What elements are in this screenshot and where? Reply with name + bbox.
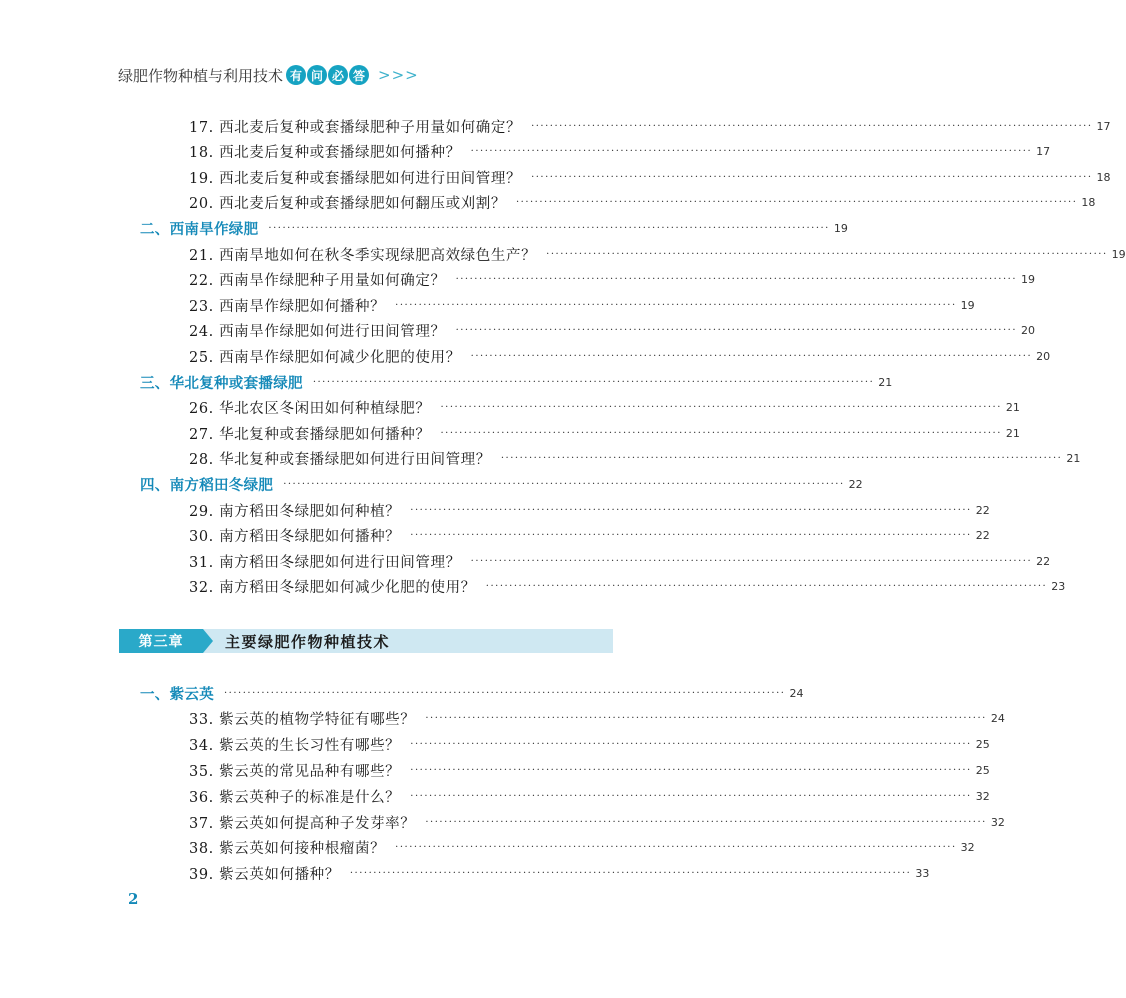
toc-page-number: 21 [1066,452,1081,466]
toc-page-number: 22 [975,529,990,543]
toc-entry-label: 37. 紫云英如何提高种子发芽率？ [189,815,416,832]
toc-page-number: 19 [833,221,848,235]
dot-leader: ························································································································ [531,171,1093,183]
toc-entry[interactable] [120,811,1005,833]
toc-page-number: 19 [960,298,975,312]
chapter-tag-arrow-icon [203,629,213,653]
toc-entry-label: 25. 西南旱作绿肥如何减少化肥的使用？ [189,349,461,366]
dot-leader: ························································································································ [224,687,786,699]
toc-page-number: 20 [1036,349,1051,363]
toc-entry-label: 23. 西南旱作绿肥如何播种？ [189,298,386,315]
toc-entry[interactable] [120,759,990,781]
toc-entry[interactable] [120,785,990,807]
toc-entry-label: 33. 紫云英的植物学特征有哪些？ [189,712,416,729]
series-badges [286,65,370,85]
toc-page-number: 32 [990,815,1005,829]
toc-entry-label: 39. 紫云英如何播种？ [189,867,340,884]
series-badge: 问 [307,65,327,85]
toc-entry[interactable] [120,525,990,547]
toc-entry-label: 27. 华北复种或套播绿肥如何播种？ [189,426,431,443]
toc-entry[interactable] [120,837,975,859]
toc-page-number: 18 [1081,196,1096,210]
dot-leader: ························································································································ [410,790,972,802]
chapter-title: 主要绿肥作物种植技术 [225,632,391,651]
toc-page-number: 22 [1036,554,1051,568]
page-number: 2 [128,890,139,908]
chapter-tag: 第三章 [119,629,203,653]
dot-leader: ························································································································ [349,868,912,880]
toc-page-number: 19 [1021,273,1036,287]
dot-leader: ························································································································ [470,146,1033,158]
dot-leader: ························································································································ [440,402,1002,414]
toc-entry[interactable] [120,115,1111,137]
toc-entry-label: 17. 西北麦后复种或套播绿肥种子用量如何确定？ [189,119,522,136]
toc-entry[interactable] [120,448,1081,470]
toc-entry[interactable] [120,141,1051,163]
toc-page-number: 18 [1096,170,1111,184]
toc-entry-label: 35. 紫云英的常见品种有哪些？ [189,763,401,780]
toc-page-number: 25 [975,763,990,777]
dot-leader: ························································································································ [268,222,830,234]
toc-page-number: 17 [1036,145,1051,159]
toc-entry[interactable] [120,294,975,316]
toc-page-number: 21 [878,375,893,389]
toc-page-number: 21 [1005,426,1020,440]
toc-entry-label: 18. 西北麦后复种或套播绿肥如何播种？ [189,145,461,162]
toc-entry-label: 三、华北复种或套播绿肥 [140,375,303,392]
toc-entry-label: 20. 西北麦后复种或套播绿肥如何翻压或刈割？ [189,196,506,213]
dot-leader: ························································································································ [470,350,1033,362]
series-badge: 有 [286,65,306,85]
dot-leader: ························································································································ [425,816,987,828]
toc-entry[interactable] [120,708,1005,730]
toc-entry-label: 24. 西南旱作绿肥如何进行田间管理？ [189,324,446,341]
toc-entry-label: 21. 西南旱地如何在秋冬季实现绿肥高效绿色生产？ [189,247,537,264]
toc-entry-label: 22. 西南旱作绿肥种子用量如何确定？ [189,273,446,290]
toc-entry-label: 一、紫云英 [140,686,214,703]
series-badge: 答 [349,65,369,85]
toc-entry[interactable] [120,345,1051,367]
toc-page-number: 33 [915,867,930,881]
toc-page-number: 23 [1051,580,1066,594]
toc-entry[interactable] [120,192,1096,214]
toc-entry[interactable] [120,863,930,885]
series-badge: 必 [328,65,348,85]
dot-leader: ························································································································ [440,427,1002,439]
toc-entry[interactable] [120,320,1036,342]
toc-entry-label: 34. 紫云英的生长习性有哪些？ [189,738,401,755]
toc-page-number: 20 [1021,324,1036,338]
toc-section[interactable] [120,217,848,239]
dot-leader: ························································································································ [312,376,875,388]
toc-entry-label: 29. 南方稻田冬绿肥如何种植？ [189,503,401,520]
toc-entry[interactable] [120,243,1126,265]
toc-entry-label: 28. 华北复种或套播绿肥如何进行田间管理？ [189,452,491,469]
dot-leader: ························································································································ [500,453,1063,465]
dot-leader: ························································································································ [410,764,972,776]
dot-leader: ························································································································ [455,325,1018,337]
toc-page-number: 24 [789,686,804,700]
dot-leader: ························································································································ [283,478,845,490]
dot-leader: ························································································································ [425,713,987,725]
dot-leader: ························································································································ [410,530,972,542]
dot-leader: ························································································································ [455,274,1018,286]
toc-page-number: 19 [1111,247,1126,261]
toc-page-number: 21 [1005,401,1020,415]
toc-entry-label: 二、西南旱作绿肥 [140,221,259,238]
dot-leader: ························································································································ [485,581,1048,593]
toc-page-number: 32 [975,789,990,803]
toc-entry[interactable] [120,166,1111,188]
toc-section[interactable] [120,473,863,495]
toc-entry-label: 26. 华北农区冬闲田如何种植绿肥？ [189,401,431,418]
toc-entry[interactable] [120,576,1066,598]
toc-entry[interactable] [120,422,1020,444]
dot-leader: ························································································································ [395,842,957,854]
dot-leader: ························································································································ [410,504,972,516]
dot-leader: ························································································································ [546,248,1108,260]
toc-entry-label: 30. 南方稻田冬绿肥如何播种？ [189,529,401,546]
dot-leader: ························································································································ [395,299,957,311]
toc-entry-label: 四、南方稻田冬绿肥 [140,477,274,494]
toc-entry[interactable] [120,550,1051,572]
chapter-banner [119,629,613,653]
toc-section[interactable] [120,371,893,393]
toc-entry[interactable] [120,397,1020,419]
toc-entry[interactable] [120,734,990,756]
toc-page-number: 17 [1096,119,1111,133]
toc-entry-label: 19. 西北麦后复种或套播绿肥如何进行田间管理？ [189,170,522,187]
toc-section[interactable] [120,682,804,704]
chevrons-right-icon: >>> [378,66,419,84]
book-title: 绿肥作物种植与利用技术 [118,66,284,85]
toc-page-number: 32 [960,841,975,855]
toc-entry-label: 38. 紫云英如何接种根瘤菌？ [189,841,386,858]
toc-entry-label: 36. 紫云英种子的标准是什么？ [189,789,401,806]
toc-page-number: 22 [975,503,990,517]
toc-entry-label: 32. 南方稻田冬绿肥如何减少化肥的使用？ [189,580,476,597]
dot-leader: ························································································································ [410,739,972,751]
toc-entry-label: 31. 南方稻田冬绿肥如何进行田间管理？ [189,554,461,571]
dot-leader: ························································································································ [470,555,1033,567]
toc-page-number: 24 [990,712,1005,726]
toc-entry[interactable] [120,269,1036,291]
dot-leader: ························································································································ [531,120,1093,132]
toc-page-number: 25 [975,738,990,752]
dot-leader: ························································································································ [515,197,1078,209]
running-header [118,64,419,86]
toc-entry[interactable] [120,499,990,521]
toc-page-number: 22 [848,477,863,491]
